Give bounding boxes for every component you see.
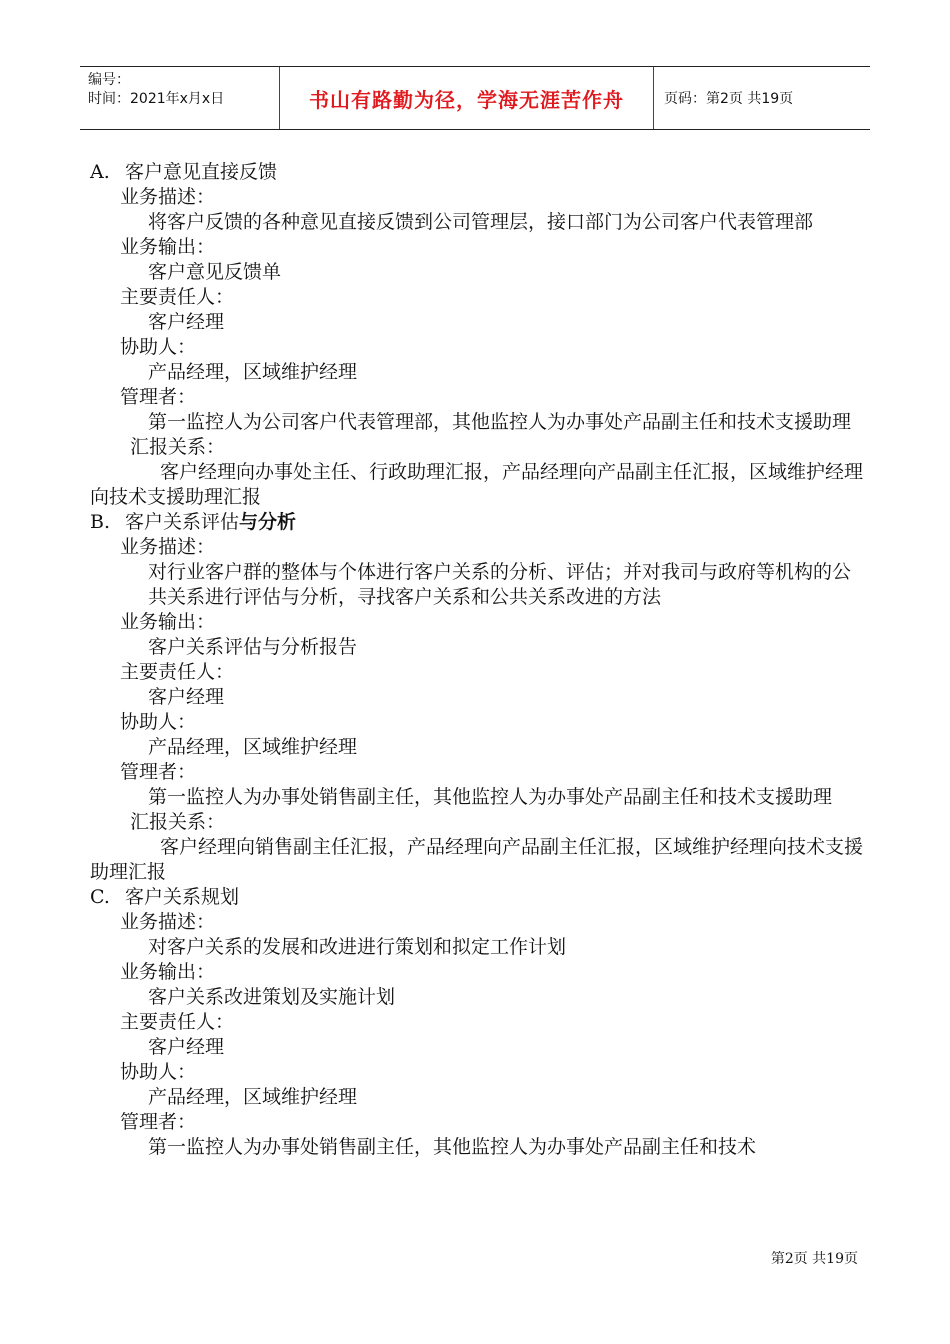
field-text: 客户经理: [148, 686, 225, 708]
section-title: 客户关系评估: [125, 511, 240, 533]
field-label: 管理者：: [120, 761, 197, 783]
field-text: 客户关系评估与分析报告: [148, 636, 358, 658]
field-text: 产品经理，区域维护经理: [148, 1086, 358, 1108]
section-a-title: [90, 160, 870, 185]
header-motto: 书山有路勤为径，学海无涯苦作舟: [280, 67, 654, 129]
field-text: 对客户关系的发展和改进进行策划和拟定工作计划: [148, 936, 567, 958]
field-label: 业务描述：: [120, 911, 216, 933]
field-label: 管理者：: [120, 1111, 197, 1133]
section-letter: C.: [90, 886, 110, 908]
field-text: 客户经理: [148, 1036, 225, 1058]
field-text: 第一监控人为公司客户代表管理部，其他监控人为办事处产品副主任和技术支援助理: [148, 411, 852, 433]
section-b-title: [90, 510, 870, 535]
field-label: 业务描述：: [120, 536, 216, 558]
field-text: 产品经理，区域维护经理: [148, 361, 358, 383]
field-label: 管理者：: [120, 386, 197, 408]
field-label: 协助人：: [120, 336, 197, 358]
field-label: 业务描述：: [120, 186, 216, 208]
date-label: 时间：2021年x月x日: [88, 91, 225, 107]
field-label: 协助人：: [120, 711, 197, 733]
field-text: 产品经理，区域维护经理: [148, 736, 358, 758]
field-label: 主要责任人：: [120, 1011, 235, 1033]
section-c-title: [90, 885, 870, 910]
field-label: 主要责任人：: [120, 661, 235, 683]
field-text: 客户经理向销售副主任汇报，产品经理向产品副主任汇报，区域维护经理向技术支援助理汇报: [90, 836, 864, 883]
field-text: 客户关系改进策划及实施计划: [148, 986, 396, 1008]
section-title: 客户意见直接反馈: [125, 161, 278, 183]
section-letter: A.: [90, 161, 110, 183]
field-label: 协助人：: [120, 1061, 197, 1083]
section-letter: B.: [90, 511, 111, 533]
field-text: 第一监控人为办事处销售副主任，其他监控人为办事处产品副主任和技术: [148, 1136, 757, 1158]
field-text: 客户经理: [148, 311, 225, 333]
field-label: 业务输出：: [120, 611, 216, 633]
field-text: 客户经理向办事处主任、行政助理汇报，产品经理向产品副主任汇报，区域维护经理向技术支援助理汇报: [90, 461, 864, 508]
section-title-bold: 与分析: [239, 511, 297, 533]
page-footer: 第2页 共19页: [770, 1251, 858, 1267]
field-label: 业务输出：: [120, 961, 216, 983]
field-label: 业务输出：: [120, 236, 216, 258]
section-title: 客户关系规划: [125, 886, 240, 908]
field-label: 汇报关系：: [130, 436, 226, 458]
field-text: 客户意见反馈单: [148, 261, 282, 283]
header-page-info: 页码：第2页 共19页: [664, 91, 794, 107]
document-body: [90, 160, 870, 1160]
number-label: 编号：: [88, 72, 130, 88]
field-text: 将客户反馈的各种意见直接反馈到公司管理层，接口部门为公司客户代表管理部: [148, 211, 814, 233]
field-label: 汇报关系：: [130, 811, 226, 833]
field-text: 第一监控人为办事处销售副主任，其他监控人为办事处产品副主任和技术支援助理: [148, 786, 833, 808]
field-text: 对行业客户群的整体与个体进行客户关系的分析、评估；并对我司与政府等机构的公共关系进行评估与分析，寻找客户关系和公共关系改进的方法: [148, 561, 852, 608]
header-meta: [80, 67, 280, 129]
page-header: [80, 66, 870, 130]
field-label: 主要责任人：: [120, 286, 235, 308]
